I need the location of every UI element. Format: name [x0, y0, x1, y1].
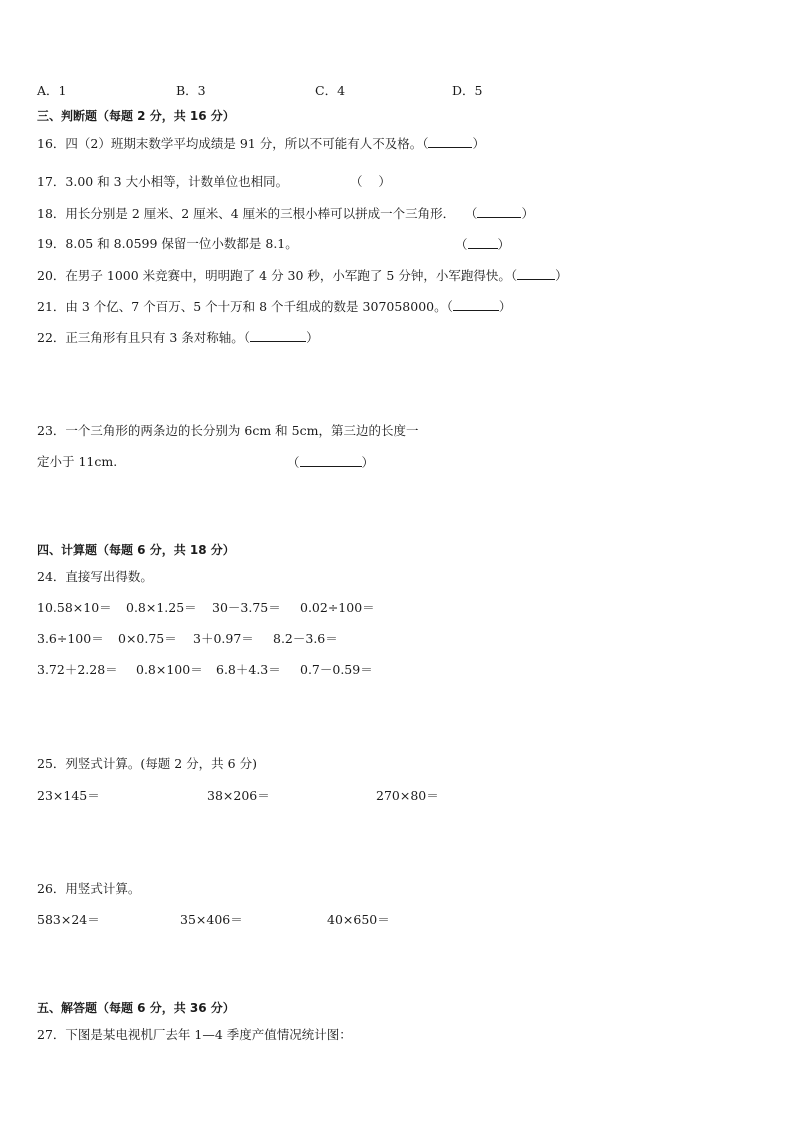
question-24-title: 24．直接写出得数。	[37, 569, 153, 584]
option-b: B．3	[176, 83, 206, 98]
question-text: 19．8.05 和 8.0599 保留一位小数都是 8.1。	[37, 236, 298, 251]
question-paren: ）	[472, 136, 485, 151]
question-text: 21．由 3 个亿、7 个百万、5 个十万和 8 个千组成的数是 307058000。（	[37, 299, 453, 314]
question-text: 16．四（2）班期末数学平均成绩是 91 分，所以不可能有人不及格。（	[37, 136, 429, 151]
question-paren: ）	[497, 237, 511, 252]
calc-item: 3＋0.97＝	[193, 631, 254, 646]
calc-item: 8.2－3.6＝	[273, 631, 338, 646]
question-paren: （	[287, 455, 300, 470]
calc-item: 6.8＋4.3＝	[216, 662, 281, 677]
question-paren: （	[471, 206, 478, 221]
question-paren: ）	[555, 268, 568, 283]
question-paren: ）	[521, 206, 534, 221]
option-a: A．1	[37, 83, 67, 98]
calc-item: 270×80＝	[376, 788, 439, 803]
section-5-heading: 五、解答题（每题 6 分，共 36 分）	[37, 1001, 235, 1015]
calc-item: 35×406＝	[180, 912, 243, 927]
question-21	[37, 298, 511, 315]
question-paren: ）	[498, 299, 512, 314]
calc-item: 38×206＝	[207, 788, 270, 803]
answer-blank[interactable]	[250, 329, 306, 342]
answer-blank[interactable]	[300, 454, 362, 467]
calc-item: 583×24＝	[37, 912, 100, 927]
answer-blank[interactable]	[428, 135, 472, 148]
question-23-line-1: 23．一个三角形的两条边的长分别为 6cm 和 5cm，第三边的长度一	[37, 423, 419, 438]
question-26-title: 26．用竖式计算。	[37, 881, 141, 896]
question-19	[37, 236, 511, 252]
calc-item: 10.58×10＝	[37, 600, 112, 615]
question-paren: ）	[361, 455, 375, 470]
question-text: 20．在男子 1000 米竞赛中，明明跑了 4 分 30 秒，小军跑了 5 分钟，小军跑得快。（	[37, 268, 518, 283]
question-text: 22．正三角形有且只有 3 条对称轴。（	[37, 330, 251, 345]
question-paren: （	[455, 237, 468, 252]
calc-item: 23×145＝	[37, 788, 100, 803]
calc-item: 0.8×1.25＝	[126, 600, 197, 615]
calc-item: 0.8×100＝	[136, 662, 203, 677]
question-22	[37, 329, 319, 346]
question-18	[37, 205, 534, 222]
answer-blank[interactable]	[517, 267, 555, 280]
calc-item: 30－3.75＝	[212, 600, 281, 615]
answer-blank[interactable]	[453, 298, 499, 311]
answer-blank[interactable]	[477, 205, 521, 218]
calc-item: 0.02÷100＝	[300, 600, 375, 615]
calc-item: 3.6÷100＝	[37, 631, 104, 646]
answer-group	[287, 454, 374, 471]
answer-blank[interactable]	[468, 236, 498, 249]
section-4-heading: 四、计算题（每题 6 分，共 18 分）	[37, 543, 235, 557]
section-3-heading: 三、判断题（每题 2 分，共 16 分）	[37, 109, 235, 123]
question-text: 18．用长分别是 2 厘米、2 厘米、4 厘米的三根小棒可以拼成一个三角形．	[37, 206, 456, 221]
question-20	[37, 267, 568, 284]
calc-item: 3.72＋2.28＝	[37, 662, 118, 677]
calc-item: 0×0.75＝	[118, 631, 177, 646]
question-text: 17．3.00 和 3 大小相等，计数单位也相同。	[37, 174, 289, 189]
option-d: D．5	[452, 83, 483, 98]
question-16	[37, 135, 485, 152]
answer-group	[455, 236, 510, 253]
question-17	[37, 174, 391, 190]
calc-item: 40×650＝	[327, 912, 390, 927]
calc-item: 0.7－0.59＝	[300, 662, 373, 677]
option-c: C．4	[315, 83, 346, 98]
question-paren: ）	[306, 330, 319, 345]
question-27: 27．下图是某电视机厂去年 1—4 季度产值情况统计图：	[37, 1027, 352, 1042]
answer-paren[interactable]: （ ）	[350, 174, 391, 189]
question-23-line-2	[37, 454, 375, 470]
question-25-title: 25．列竖式计算。(每题 2 分，共 6 分)	[37, 756, 257, 771]
question-text: 定小于 11cm.	[37, 454, 118, 469]
